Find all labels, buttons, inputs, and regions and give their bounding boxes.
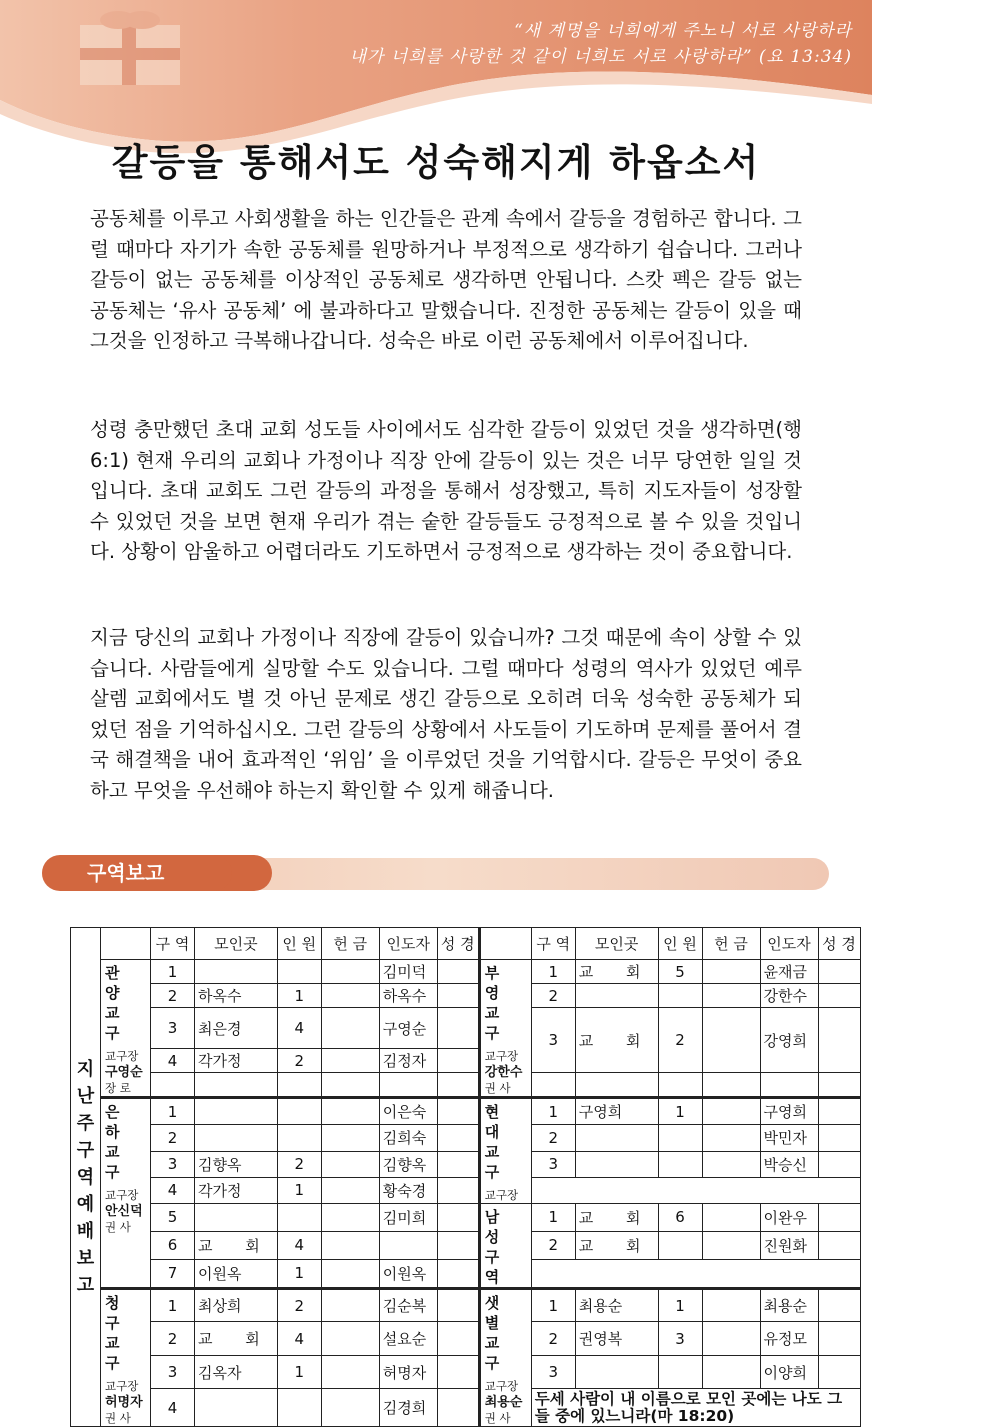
table-cell — [321, 1322, 379, 1355]
table-row — [71, 1231, 861, 1259]
table-cell — [658, 1125, 702, 1151]
table-cell — [321, 960, 379, 984]
group-name: 부 영 교 구 — [484, 964, 510, 1042]
table-cell — [437, 984, 479, 1008]
table-cell — [321, 1008, 379, 1049]
table-cell — [195, 1098, 278, 1125]
table-cell — [437, 1008, 479, 1049]
group-role: 교구장 — [105, 1188, 139, 1202]
col-header: 모인곳 — [195, 928, 278, 960]
table-cell — [195, 1125, 278, 1151]
table-cell — [658, 984, 702, 1008]
table-cell — [195, 1204, 278, 1232]
table-cell: 4 — [277, 1231, 321, 1259]
table-cell — [321, 984, 379, 1008]
table-cell: 3 — [658, 1322, 702, 1355]
verse-quote — [350, 18, 852, 70]
table-cell: 황숙경 — [379, 1177, 437, 1203]
table-cell — [818, 1289, 860, 1322]
table-cell — [702, 1098, 760, 1125]
group-label — [479, 1289, 531, 1427]
table-cell — [818, 1098, 860, 1125]
table-cell — [321, 1231, 379, 1259]
section-title: 구역보고 — [42, 855, 232, 891]
table-cell: 2 — [531, 1125, 575, 1151]
table-cell: 1 — [531, 1289, 575, 1322]
group-label — [101, 1098, 151, 1289]
table-cell — [575, 1073, 658, 1098]
table-cell: 1 — [277, 1355, 321, 1388]
table-cell — [437, 1231, 479, 1259]
table-cell: 2 — [151, 1322, 195, 1355]
table-cell: 1 — [277, 1259, 321, 1288]
table-cell — [818, 1073, 860, 1098]
table-cell: 6 — [658, 1204, 702, 1232]
table-cell — [575, 1355, 658, 1388]
table-cell: 김순복 — [379, 1289, 437, 1322]
table-cell — [195, 1073, 278, 1098]
table-row — [71, 1073, 861, 1098]
table-cell — [531, 1259, 860, 1288]
table-row — [71, 1389, 861, 1427]
table-cell: 각가정 — [195, 1049, 278, 1073]
table-cell — [437, 1073, 479, 1098]
group-role: 교구장 — [105, 1379, 139, 1393]
group-name: 관 양 교 구 — [105, 964, 130, 1042]
table-cell: 2 — [151, 984, 195, 1008]
table-cell: 김경희 — [379, 1389, 437, 1427]
table-cell: 강한수 — [760, 984, 818, 1008]
table-cell — [760, 1073, 818, 1098]
table-cell — [702, 1008, 760, 1073]
header-blank-left — [101, 928, 151, 960]
table-cell — [818, 1125, 860, 1151]
header-row — [71, 928, 861, 960]
table-cell — [818, 1151, 860, 1177]
table-cell: 4 — [151, 1177, 195, 1203]
col-header: 인 원 — [658, 928, 702, 960]
group-label — [479, 1098, 531, 1204]
section-header — [42, 855, 829, 891]
page-title: 갈등을 통해서도 성숙해지게 하옵소서 — [111, 141, 761, 184]
table-cell: 2 — [277, 1289, 321, 1322]
table-cell: 교 회 — [575, 1008, 658, 1073]
table-cell — [818, 1355, 860, 1388]
table-row — [71, 1259, 861, 1288]
table-cell — [702, 1231, 760, 1259]
group-label — [101, 1289, 151, 1427]
table-cell: 구영순 — [379, 1008, 437, 1049]
table-cell: 1 — [151, 960, 195, 984]
col-header: 모인곳 — [575, 928, 658, 960]
group-leader: 최용순 — [484, 1395, 523, 1410]
table-cell — [702, 1125, 760, 1151]
col-header: 구 역 — [531, 928, 575, 960]
table-cell: 김향옥 — [195, 1151, 278, 1177]
table-cell: 김미덕 — [379, 960, 437, 984]
table-cell: 2 — [531, 1322, 575, 1355]
table-row — [71, 1125, 861, 1151]
group-role: 교구장 — [484, 1188, 519, 1202]
verse-line-2: 내가 너희를 사랑한 것 같이 너희도 서로 사랑하라” (요 13:34) — [349, 47, 852, 67]
table-cell: 3 — [531, 1008, 575, 1073]
table-cell: 김희숙 — [379, 1125, 437, 1151]
table-cell: 김미희 — [379, 1204, 437, 1232]
table-cell: 이원옥 — [195, 1259, 278, 1288]
table-cell: 3 — [151, 1355, 195, 1388]
table-cell: 3 — [151, 1008, 195, 1049]
table-cell — [277, 1073, 321, 1098]
table-cell — [321, 1355, 379, 1388]
group-rank: 권 사 — [484, 1081, 511, 1095]
table-cell — [531, 1073, 575, 1098]
table-row — [71, 1151, 861, 1177]
table-cell: 4 — [151, 1049, 195, 1073]
table-cell — [702, 1151, 760, 1177]
paragraph-2: 성령 충만했던 초대 교회 성도들 사이에서도 심각한 갈등이 있었던 것을 생각하면(행 6:1) 현재 우리의 교회나 가정이나 직장 안에 갈등이 있는 것은 너무 당연한 일일 것입니다. 초대 교회도 그런 갈등의 과정을 통해서 성장했고, 특히 지도자들이 성장할 수 있었던 것을 보면 현재 우리가 겪는 숱한 갈등들도 긍정적으로 볼 수 있을 것입니다. 상황이 암울하고 어렵더라도 기도하면서 긍정적으로 생각하는 것이 중요합니다. — [90, 418, 802, 563]
col-header: 인도자 — [760, 928, 818, 960]
table-cell — [277, 960, 321, 984]
table-row — [71, 1177, 861, 1203]
table-cell — [277, 1204, 321, 1232]
table-cell — [277, 1389, 321, 1427]
table-cell: 박승신 — [760, 1151, 818, 1177]
col-header: 구 역 — [151, 928, 195, 960]
table-cell: 2 — [531, 984, 575, 1008]
table-cell: 최용순 — [760, 1289, 818, 1322]
group-leader: 구영순 — [105, 1065, 143, 1080]
table-cell: 5 — [151, 1204, 195, 1232]
table-cell: 7 — [151, 1259, 195, 1288]
table-cell — [321, 1049, 379, 1073]
table-cell — [321, 1125, 379, 1151]
table-row — [71, 1322, 861, 1355]
table-cell: 각가정 — [195, 1177, 278, 1203]
table-cell: 2 — [151, 1125, 195, 1151]
table-cell: 3 — [151, 1151, 195, 1177]
group-label — [479, 1204, 531, 1289]
table-cell — [321, 1151, 379, 1177]
table-cell: 김옥자 — [195, 1355, 278, 1388]
table-cell: 박민자 — [760, 1125, 818, 1151]
table-cell — [277, 1098, 321, 1125]
group-leader: 허명자 — [105, 1395, 143, 1410]
table-cell: 2 — [531, 1231, 575, 1259]
table-cell: 최상희 — [195, 1289, 278, 1322]
table-cell: 2 — [658, 1008, 702, 1073]
group-rank: 권 사 — [484, 1411, 511, 1425]
table-row — [71, 984, 861, 1008]
table-cell: 이은숙 — [379, 1098, 437, 1125]
group-rank: 권 사 — [105, 1411, 131, 1425]
table-cell — [437, 1125, 479, 1151]
table-cell — [321, 1098, 379, 1125]
table-cell — [702, 1355, 760, 1388]
table-cell: 2 — [277, 1049, 321, 1073]
table-cell: 3 — [531, 1151, 575, 1177]
table-cell: 2 — [277, 1151, 321, 1177]
group-label — [479, 960, 531, 1098]
table-cell: 이양희 — [760, 1355, 818, 1388]
table-cell: 6 — [151, 1231, 195, 1259]
group-rank: 권 사 — [105, 1220, 131, 1234]
table-row — [71, 1098, 861, 1125]
table-cell — [321, 1289, 379, 1322]
table-cell: 하옥수 — [379, 984, 437, 1008]
paragraph-1: 공동체를 이루고 사회생활을 하는 인간들은 관계 속에서 갈등을 경험하곤 합니다. 그럴 때마다 자기가 속한 공동체를 원망하거나 부정적으로 생각하기 쉽습니다. 그러나 갈등이 없는 공동체를 이상적인 공동체로 생각하면 안됩니다. 스캇 펙은 갈등 없는 공동체는 ‘유사 공동체’ 에 불과하다고 말했습니다. 진정한 공동체는 갈등이 있을 때 그것을 인정하고 극복해나갑니다. 성숙은 바로 이런 공동체에서 이루어집니다. — [90, 207, 802, 352]
table-cell — [575, 1151, 658, 1177]
table-cell — [437, 1355, 479, 1388]
table-cell — [437, 960, 479, 984]
table-cell — [658, 1355, 702, 1388]
table-cell — [658, 1151, 702, 1177]
paragraph-3: 지금 당신의 교회나 가정이나 직장에 갈등이 있습니까? 그것 때문에 속이 상할 수 있습니다. 사람들에게 실망할 수도 있습니다. 그럴 때마다 성령의 역사가 있었던 예루살렘 교회에서도 별 것 아닌 문제로 생긴 갈등으로 오히려 더욱 성숙한 공동체가 되었던 점을 기억하십시오. 그런 갈등의 상황에서 사도들이 기도하며 문제를 풀어서 결국 해결책을 내어 효과적인 ‘위임’ 을 이루었던 것을 기억합시다. 갈등은 무엇이 중요하고 무엇을 우선해야 하는지 확인할 수 있게 해줍니다. — [90, 626, 802, 802]
table-cell: 1 — [658, 1098, 702, 1125]
table-cell: 5 — [658, 960, 702, 984]
table-cell — [321, 1177, 379, 1203]
table-cell: 최용순 — [575, 1289, 658, 1322]
table-cell — [321, 1389, 379, 1427]
table-row — [71, 1008, 861, 1049]
col-header: 인도자 — [379, 928, 437, 960]
group-label — [101, 960, 151, 1098]
table-cell — [702, 1289, 760, 1322]
table-cell: 교 회 — [575, 960, 658, 984]
table-cell: 진원화 — [760, 1231, 818, 1259]
side-label-text: 지난주 구역예배보고 — [76, 1058, 95, 1296]
table-row — [71, 1355, 861, 1388]
table-cell: 하옥수 — [195, 984, 278, 1008]
table-cell: 4 — [277, 1008, 321, 1049]
table-cell — [575, 984, 658, 1008]
group-leader: 강한수 — [484, 1065, 523, 1080]
table-cell — [437, 1177, 479, 1203]
group-role: 교구장 — [105, 1049, 139, 1063]
table-cell — [531, 1177, 860, 1203]
table-cell — [379, 1231, 437, 1259]
table-cell: 구영희 — [575, 1098, 658, 1125]
table-cell — [379, 1073, 437, 1098]
table-cell — [702, 960, 760, 984]
table-cell: 최은경 — [195, 1008, 278, 1049]
group-name: 남 성 구 역 — [484, 1208, 510, 1286]
table-cell — [277, 1125, 321, 1151]
table-cell: 설요순 — [379, 1322, 437, 1355]
group-name: 샛 별 교 구 — [484, 1294, 510, 1372]
table-row — [71, 1289, 861, 1322]
table-cell: 윤재금 — [760, 960, 818, 984]
table-cell — [437, 1151, 479, 1177]
table-cell: 교 회 — [575, 1231, 658, 1259]
table-cell — [321, 1073, 379, 1098]
table-cell — [321, 1204, 379, 1232]
report-table — [70, 927, 861, 1427]
table-cell — [702, 984, 760, 1008]
col-header: 헌 금 — [702, 928, 760, 960]
table-cell: 1 — [277, 984, 321, 1008]
side-label — [71, 928, 101, 1427]
table-row — [71, 1204, 861, 1232]
col-header: 성 경 — [437, 928, 479, 960]
group-name: 은 하 교 구 — [105, 1103, 130, 1181]
table-cell — [195, 960, 278, 984]
group-name: 현 대 교 구 — [484, 1103, 510, 1181]
table-cell: 교 회 — [575, 1204, 658, 1232]
group-name: 청 구 교 구 — [105, 1294, 130, 1372]
table-cell: 김정자 — [379, 1049, 437, 1073]
table-cell — [437, 1322, 479, 1355]
table-cell: 1 — [531, 960, 575, 984]
table-cell — [818, 1322, 860, 1355]
table-cell — [151, 1073, 195, 1098]
group-role: 교구장 — [484, 1379, 519, 1393]
table-cell — [575, 1125, 658, 1151]
table-cell: 이완우 — [760, 1204, 818, 1232]
table-cell — [818, 1231, 860, 1259]
table-cell: 유정모 — [760, 1322, 818, 1355]
group-role: 교구장 — [484, 1049, 519, 1063]
table-cell: 4 — [277, 1322, 321, 1355]
header-blank-right — [479, 928, 531, 960]
table-cell — [818, 984, 860, 1008]
table-cell: 1 — [151, 1098, 195, 1125]
table-cell: 1 — [531, 1204, 575, 1232]
table-cell: 1 — [658, 1289, 702, 1322]
group-leader: 안신덕 — [105, 1204, 143, 1219]
table-cell: 교 회 — [195, 1231, 278, 1259]
verse-line-1: “새 계명을 너희에게 주노니 서로 사랑하라 — [514, 21, 852, 41]
table-cell: 이원옥 — [379, 1259, 437, 1288]
table-cell: 김향옥 — [379, 1151, 437, 1177]
table-cell — [437, 1389, 479, 1427]
table-cell: 3 — [531, 1355, 575, 1388]
table-cell — [818, 1008, 860, 1073]
table-cell: 허명자 — [379, 1355, 437, 1388]
col-header: 성 경 — [818, 928, 860, 960]
table-cell: 강영희 — [760, 1008, 818, 1073]
table-cell: 교 회 — [195, 1322, 278, 1355]
table-cell — [437, 1049, 479, 1073]
table-cell — [195, 1389, 278, 1427]
table-cell: 1 — [151, 1289, 195, 1322]
table-cell — [437, 1098, 479, 1125]
scripture-quote: 두세 사람이 내 이름으로 모인 곳에는 나도 그들 중에 있느니라(마 18:20) — [531, 1389, 860, 1427]
table-row — [71, 960, 861, 984]
table-cell — [702, 1322, 760, 1355]
table-cell: 구영희 — [760, 1098, 818, 1125]
table-cell — [437, 1204, 479, 1232]
table-cell — [818, 1204, 860, 1232]
table-cell: 4 — [151, 1389, 195, 1427]
table-cell: 1 — [531, 1098, 575, 1125]
table-cell: 1 — [277, 1177, 321, 1203]
table-cell — [702, 1073, 760, 1098]
table-cell — [658, 1231, 702, 1259]
table-cell — [437, 1259, 479, 1288]
table-cell — [702, 1204, 760, 1232]
group-rank: 장 로 — [105, 1081, 131, 1095]
col-header: 헌 금 — [321, 928, 379, 960]
table-cell: 권영복 — [575, 1322, 658, 1355]
col-header: 인 원 — [277, 928, 321, 960]
table-cell — [818, 960, 860, 984]
table-cell — [437, 1289, 479, 1322]
table-cell — [321, 1259, 379, 1288]
table-cell — [658, 1073, 702, 1098]
